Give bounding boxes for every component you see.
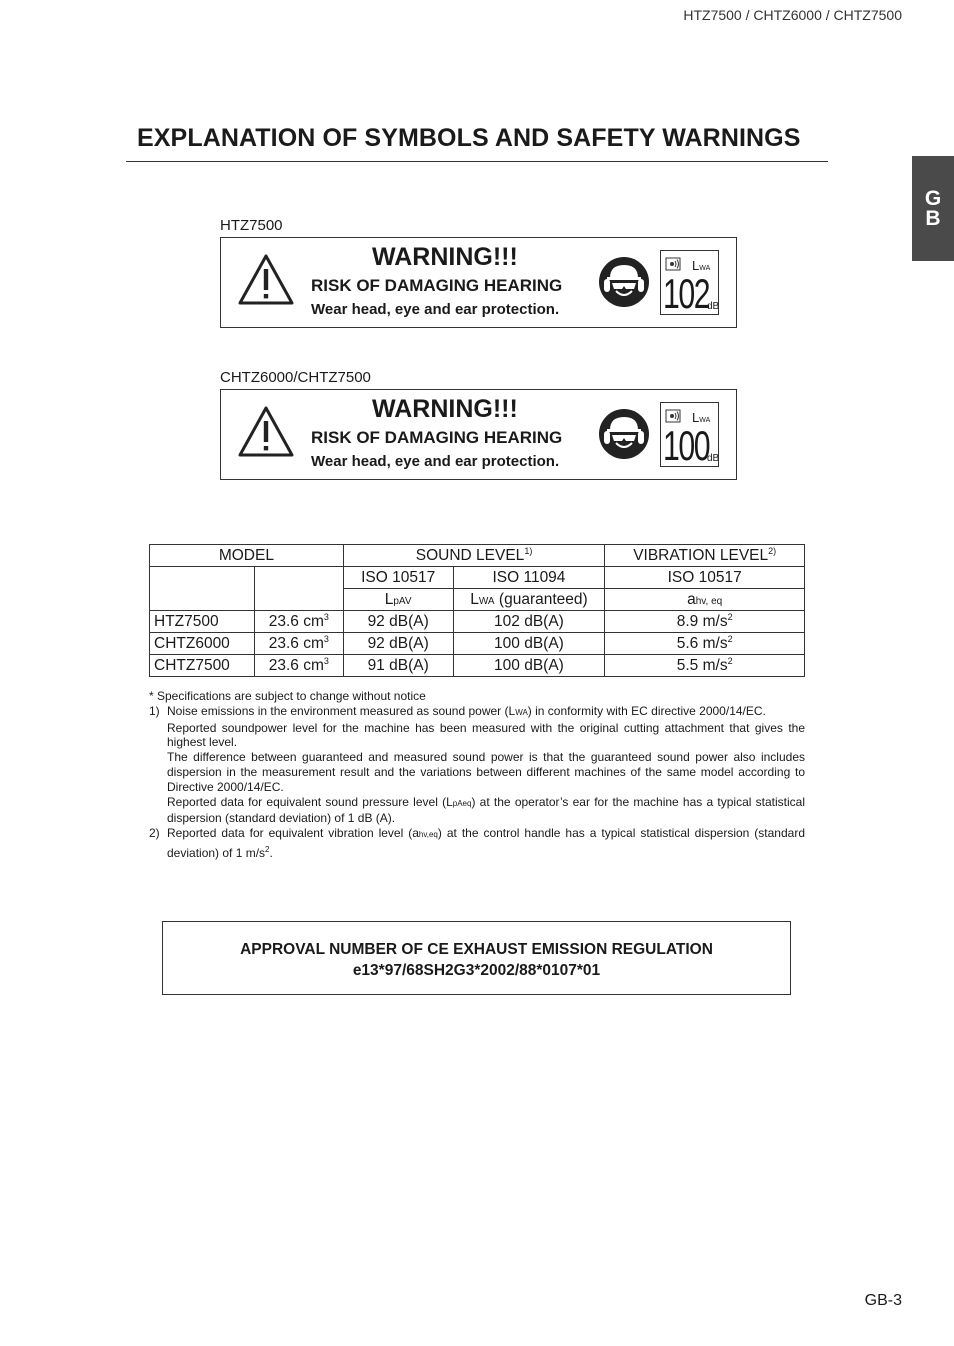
warning-title: WARNING!!! — [372, 395, 518, 423]
cell-vibration: 5.5 $m/s^2$ — [605, 655, 805, 677]
title-divider — [126, 161, 828, 162]
quantity-ahv: ahv, eq — [605, 589, 805, 611]
footnote-number: 2) — [149, 826, 160, 841]
header-sound-level: SOUND LEVEL$^{1)}$ — [343, 545, 605, 567]
footnote-1 — [149, 704, 805, 826]
warning-instruction: Wear head, eye and ear protection. — [311, 301, 560, 318]
lwa-label: LWA — [692, 410, 711, 425]
cell-lpav: 91 dB(A) — [343, 655, 453, 677]
page-number: GB-3 — [864, 1292, 902, 1309]
lwa-unit: dB — [707, 453, 720, 464]
standard-sound-2: ISO 11094 — [453, 567, 605, 589]
panel-caption-htz7500: HTZ7500 — [220, 217, 283, 234]
cell-model: CHTZ7500 — [150, 655, 255, 677]
warning-instruction: Wear head, eye and ear protection. — [311, 453, 560, 470]
head-eye-ear-protection-icon — [598, 408, 650, 460]
approval-box — [162, 921, 791, 995]
header-model-list: HTZ7500 / CHTZ6000 / CHTZ7500 — [683, 7, 902, 23]
footnote-1-para-b: Reported soundpower level for the machine has been measured with the original cutting attachment that gives the highest level. — [167, 720, 805, 750]
cell-lwa: 100 dB(A) — [453, 655, 605, 677]
language-tab-line2: B — [925, 207, 941, 230]
footnote-1-para-d: Reported data for equivalent sound pressure level (LpAeq) at the operator’s ear for the machine has a typical statistical dispersion (standard deviation) of 1 dB (A). — [167, 794, 805, 826]
cell-model: HTZ7500 — [150, 611, 255, 633]
table-row — [150, 611, 805, 633]
head-eye-ear-protection-icon — [598, 256, 650, 308]
table-standard-row — [150, 567, 805, 589]
table-row — [150, 633, 805, 655]
sound-source-icon — [664, 406, 681, 423]
warning-triangle-icon — [237, 405, 295, 459]
footnote-2 — [149, 826, 805, 861]
table-row — [150, 655, 805, 677]
cell-lpav: 92 dB(A) — [343, 611, 453, 633]
quantity-lwa: LWA (guaranteed) — [453, 589, 605, 611]
warning-panel-chtz — [220, 389, 737, 480]
header-vibration-level: VIBRATION LEVEL$^{2)}$ — [605, 545, 805, 567]
cell-lpav: 92 dB(A) — [343, 633, 453, 655]
panel-caption-chtz: CHTZ6000/CHTZ7500 — [220, 369, 371, 386]
language-tab — [912, 156, 954, 261]
sound-power-label — [660, 250, 719, 315]
sound-source-icon — [664, 254, 681, 271]
lwa-value: 100 — [663, 422, 710, 469]
footnote-2-para: Reported data for equivalent vibration level (ahv,eq) at the control handle has a typical statistical dispersion (standard deviation) of 1 $m/s^2$. — [167, 826, 805, 860]
spec-change-note: * Specifications are subject to change without notice — [149, 689, 426, 703]
language-tab-line1: G — [924, 187, 942, 210]
warning-risk: RISK OF DAMAGING HEARING — [311, 428, 563, 447]
footnote-1-para-a: Noise emissions in the environment measured as sound power (LWA) in conformity with EC directive 2000/14/EC. — [167, 703, 766, 718]
spec-table — [149, 544, 805, 677]
header-model: MODEL — [150, 545, 344, 567]
standard-sound-1: ISO 10517 — [343, 567, 453, 589]
lwa-value: 102 — [663, 270, 710, 317]
cell-displacement: 23.6 $cm^3$ — [254, 655, 343, 677]
warning-panel-htz7500 — [220, 237, 737, 328]
lwa-unit: dB — [707, 301, 720, 312]
standard-vibration: ISO 10517 — [605, 567, 805, 589]
cell-model: CHTZ6000 — [150, 633, 255, 655]
page-title: EXPLANATION OF SYMBOLS AND SAFETY WARNINGS — [137, 124, 801, 152]
cell-vibration: 5.6 $m/s^2$ — [605, 633, 805, 655]
empty-cell — [254, 567, 343, 611]
cell-vibration: 8.9 $m/s^2$ — [605, 611, 805, 633]
sound-power-label — [660, 402, 719, 467]
cell-displacement: 23.6 $cm^3$ — [254, 611, 343, 633]
warning-risk: RISK OF DAMAGING HEARING — [311, 276, 563, 295]
cell-lwa: 102 dB(A) — [453, 611, 605, 633]
footnote-1-para-c: The difference between guaranteed and measured sound power is that the guaranteed sound power also includes dispersion in the measurement result and the variations between different machines of the same model according to Directive 2000/14/EC. — [167, 750, 805, 794]
warning-title: WARNING!!! — [372, 243, 518, 271]
cell-lwa: 100 dB(A) — [453, 633, 605, 655]
empty-cell — [150, 567, 255, 611]
table-header-row — [150, 545, 805, 567]
cell-displacement: 23.6 $cm^3$ — [254, 633, 343, 655]
approval-heading: APPROVAL NUMBER OF CE EXHAUST EMISSION REGULATION — [240, 941, 713, 958]
warning-triangle-icon — [237, 253, 295, 307]
footnotes — [149, 689, 805, 861]
quantity-lpav: LpAV — [343, 589, 453, 611]
footnote-number: 1) — [149, 703, 160, 718]
lwa-label: LWA — [692, 258, 711, 273]
approval-number: e13*97/68SH2G3*2002/88*0107*01 — [352, 962, 601, 979]
